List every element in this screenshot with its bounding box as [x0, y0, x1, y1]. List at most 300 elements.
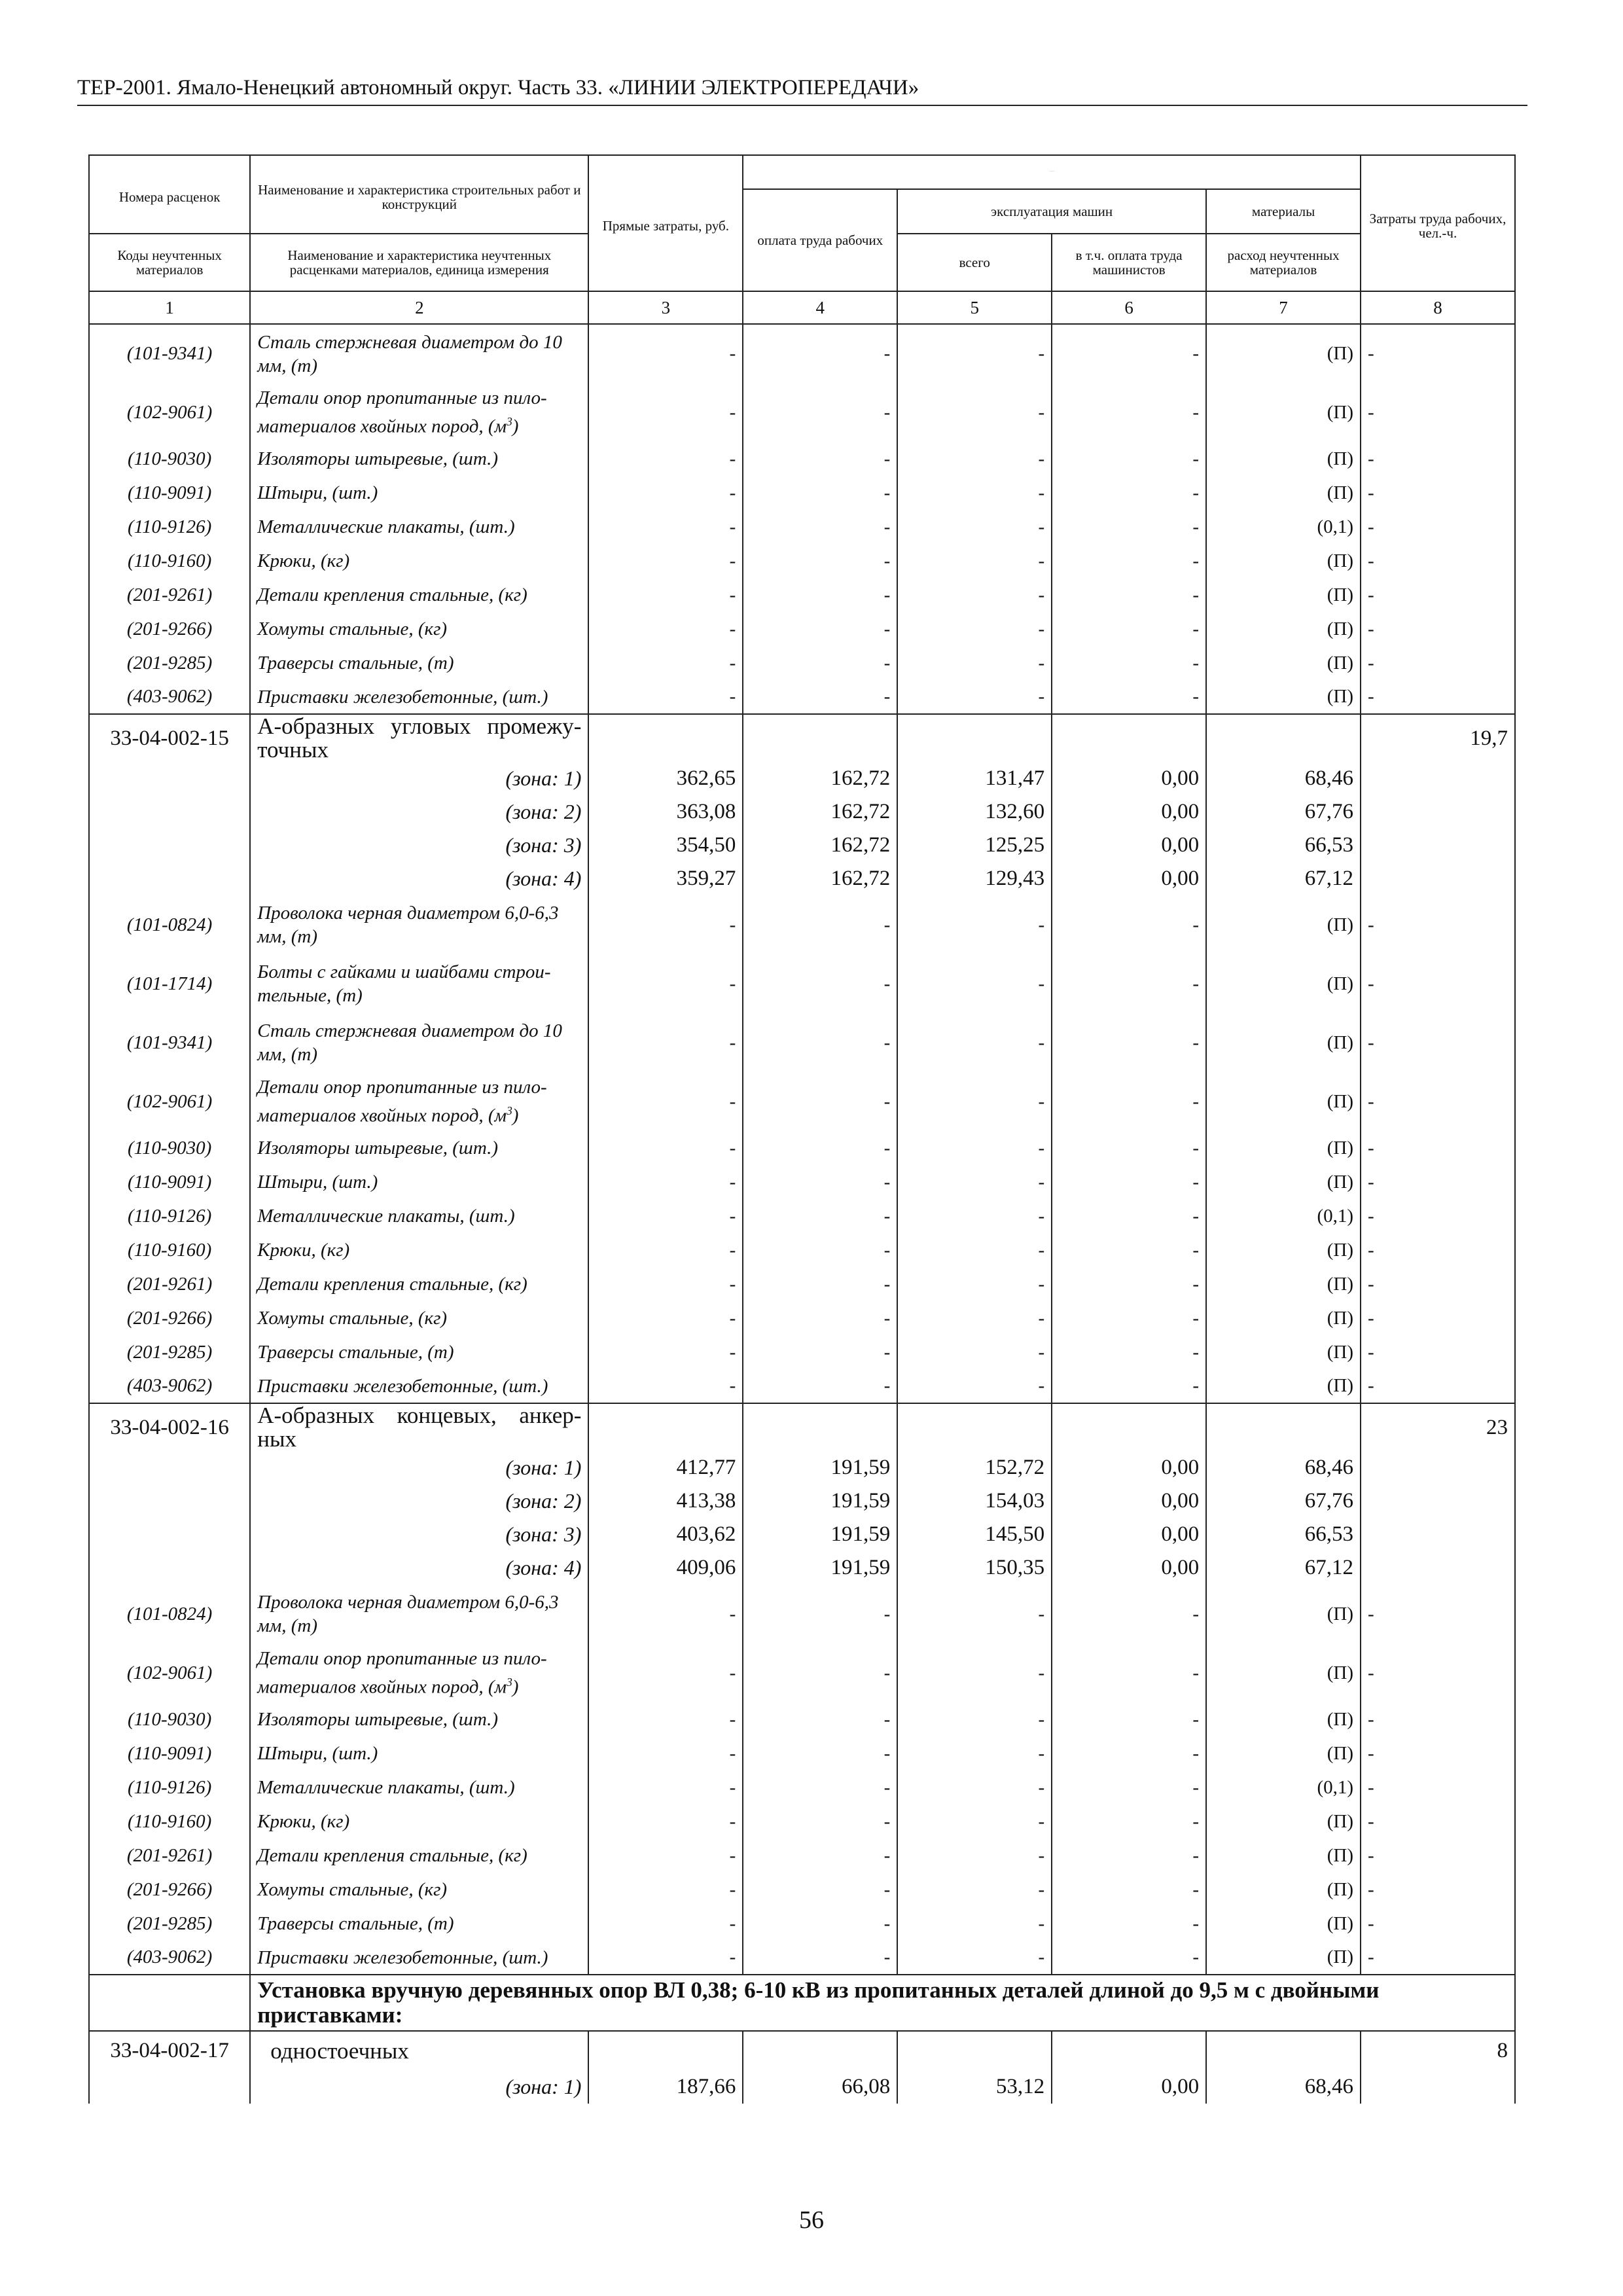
material-name: Детали опор пропитанные из пило-материалов хвойных пород, $(м^3)$ [250, 1072, 588, 1131]
cell-c5: - [897, 1736, 1052, 1770]
zone-label: (зона: 3) [250, 1518, 588, 1551]
cell-c7: (П) [1206, 1585, 1361, 1643]
material-name: Проволока черная диаметром 6,0-6,3 мм, (т) [250, 1585, 588, 1643]
empty-cell [897, 714, 1052, 762]
cell-c7: (П) [1206, 1873, 1361, 1907]
col8-header: Затраты труда рабочих, чел.-ч. [1361, 161, 1515, 291]
cell-c5: - [897, 383, 1052, 442]
cell-c6: - [1052, 1770, 1206, 1804]
cell-c7: 67,12 [1206, 1551, 1361, 1585]
material-code: (201-9266) [89, 1301, 250, 1335]
cell-c3: - [588, 1804, 743, 1839]
cell-c8: - [1361, 324, 1515, 383]
cell-c3: - [588, 1131, 743, 1165]
cell-c4: - [743, 383, 897, 442]
zone-row [89, 1551, 1515, 1585]
material-code: (102-9061) [89, 383, 250, 442]
cell-c5: - [897, 1907, 1052, 1941]
cell-c7: (П) [1206, 895, 1361, 954]
empty-cell [1361, 862, 1515, 895]
cell-c6: 0,00 [1052, 1451, 1206, 1484]
cell-c7: (П) [1206, 1267, 1361, 1301]
material-row [89, 544, 1515, 578]
cell-c4: - [743, 476, 897, 510]
zone-row [89, 2070, 1515, 2104]
cell-c6: - [1052, 1736, 1206, 1770]
material-name: Металлические плакаты, (шт.) [250, 510, 588, 544]
cell-c4: - [743, 1907, 897, 1941]
cell-c8: - [1361, 578, 1515, 612]
material-code: (110-9091) [89, 1165, 250, 1199]
cell-c6: - [1052, 578, 1206, 612]
including-header: В том числе, руб. [743, 155, 1361, 189]
material-row [89, 680, 1515, 714]
cell-c3: - [588, 1233, 743, 1267]
cell-c3: - [588, 1301, 743, 1335]
cell-c3: - [588, 1770, 743, 1804]
cell-c3: - [588, 1702, 743, 1736]
zone-label: (зона: 4) [250, 1551, 588, 1585]
cell-c7: (П) [1206, 1233, 1361, 1267]
cell-c4: - [743, 1369, 897, 1403]
cell-c4: - [743, 510, 897, 544]
cell-c8: - [1361, 1736, 1515, 1770]
material-row [89, 1702, 1515, 1736]
cell-c7: (П) [1206, 646, 1361, 680]
cell-c6: - [1052, 1072, 1206, 1131]
cell-c3: - [588, 324, 743, 383]
material-row [89, 383, 1515, 442]
cell-c8: - [1361, 1702, 1515, 1736]
material-name: Детали опор пропитанные из пило-материалов хвойных пород, $(м^3)$ [250, 383, 588, 442]
cell-c3: 362,65 [588, 762, 743, 795]
col-number: 4 [743, 291, 897, 324]
cell-c4: 191,59 [743, 1484, 897, 1518]
section-title: Установка вручную деревянных опор ВЛ 0,38; 6-10 кВ из пропитанных деталей длиной до 9,5 м с двойными приставками: [250, 1975, 1515, 2031]
material-code: (201-9261) [89, 578, 250, 612]
cell-c5: - [897, 1335, 1052, 1369]
cell-c6: - [1052, 680, 1206, 714]
rate-title-row [89, 1403, 1515, 1451]
cell-c5: - [897, 1941, 1052, 1975]
cell-c4: - [743, 1702, 897, 1736]
cell-c6: - [1052, 1199, 1206, 1233]
cell-c4: - [743, 1267, 897, 1301]
zone-row [89, 829, 1515, 862]
empty-cell [1361, 2070, 1515, 2104]
cell-c5: 145,50 [897, 1518, 1052, 1551]
cell-c4: - [743, 1643, 897, 1702]
cell-c5: - [897, 954, 1052, 1013]
cell-c3: 359,27 [588, 862, 743, 895]
zone-row [89, 1451, 1515, 1484]
cell-c5: - [897, 1839, 1052, 1873]
cell-c7: (П) [1206, 1702, 1361, 1736]
material-row [89, 1585, 1515, 1643]
cell-c8: - [1361, 442, 1515, 476]
empty-cell [1361, 762, 1515, 795]
zone-label: (зона: 1) [250, 762, 588, 795]
cell-c7: 68,46 [1206, 2070, 1361, 2104]
cell-c4: - [743, 1873, 897, 1907]
cell-c4: - [743, 578, 897, 612]
material-name: Болты с гайками и шайбами строи-тельные, (т) [250, 954, 588, 1013]
cell-c3: - [588, 1839, 743, 1873]
col4-header: оплата труда рабочих [743, 189, 897, 291]
col5-header: всего [897, 234, 1052, 291]
cell-c6: - [1052, 1369, 1206, 1403]
cell-c5: - [897, 1770, 1052, 1804]
empty-cell [1361, 829, 1515, 862]
cell-c5: 125,25 [897, 829, 1052, 862]
cell-c3: - [588, 1013, 743, 1072]
material-name: Детали опор пропитанные из пило-материалов хвойных пород, $(м^3)$ [250, 1643, 588, 1702]
cell-c4: - [743, 544, 897, 578]
empty-cell [588, 2031, 743, 2070]
material-name: Хомуты стальные, (кг) [250, 612, 588, 646]
empty-cell [89, 829, 250, 862]
col-number: 7 [1206, 291, 1361, 324]
cell-c7: (П) [1206, 383, 1361, 442]
rate-title-row [89, 2031, 1515, 2070]
col7-header: расход неучтенных материалов [1206, 234, 1361, 291]
material-row [89, 1839, 1515, 1873]
material-row [89, 1072, 1515, 1131]
cell-c8: - [1361, 1907, 1515, 1941]
cell-c6: - [1052, 544, 1206, 578]
cell-c5: - [897, 510, 1052, 544]
cell-c4: - [743, 1165, 897, 1199]
cell-c3: 409,06 [588, 1551, 743, 1585]
material-code: (101-9341) [89, 1013, 250, 1072]
material-row [89, 324, 1515, 383]
cell-c5: - [897, 578, 1052, 612]
cell-c7: (0,1) [1206, 1770, 1361, 1804]
cell-c8: - [1361, 510, 1515, 544]
cell-c3: 413,38 [588, 1484, 743, 1518]
cell-c3: - [588, 1643, 743, 1702]
material-code: (110-9126) [89, 1770, 250, 1804]
cell-c5: - [897, 1072, 1052, 1131]
cell-c7: (П) [1206, 578, 1361, 612]
cell-c8: - [1361, 1873, 1515, 1907]
cell-c7: (П) [1206, 1072, 1361, 1131]
cell-c8: - [1361, 383, 1515, 442]
rate-title: А-образных угловых промежу-точных [250, 714, 588, 762]
zone-row [89, 1484, 1515, 1518]
material-name: Штыри, (шт.) [250, 1165, 588, 1199]
cell-c7: (П) [1206, 1131, 1361, 1165]
rate-code: 33-04-002-16 [89, 1403, 250, 1451]
empty-cell [1206, 2031, 1361, 2070]
col-number: 6 [1052, 291, 1206, 324]
cell-c7: (П) [1206, 1839, 1361, 1873]
cell-c5: - [897, 1804, 1052, 1839]
cell-c7: (П) [1206, 612, 1361, 646]
cell-c6: - [1052, 1839, 1206, 1873]
cell-c4: - [743, 646, 897, 680]
empty-cell [743, 714, 897, 762]
cell-c7: 66,53 [1206, 829, 1361, 862]
material-code: (201-9266) [89, 1873, 250, 1907]
material-code: (403-9062) [89, 1941, 250, 1975]
cell-c8: - [1361, 1804, 1515, 1839]
rates-table [88, 154, 1516, 2104]
empty-cell [89, 1451, 250, 1484]
col-number: 8 [1361, 291, 1515, 324]
zone-label: (зона: 2) [250, 795, 588, 829]
cell-c4: 191,59 [743, 1551, 897, 1585]
material-row [89, 1267, 1515, 1301]
cell-c5: - [897, 324, 1052, 383]
cell-c6: - [1052, 1643, 1206, 1702]
cell-c4: - [743, 1941, 897, 1975]
cell-c4: 162,72 [743, 795, 897, 829]
cell-c7: (П) [1206, 476, 1361, 510]
cell-c5: - [897, 1301, 1052, 1335]
labor-cost: 8 [1361, 2031, 1515, 2070]
zone-label: (зона: 3) [250, 829, 588, 862]
cell-c5: - [897, 1199, 1052, 1233]
cell-c6: - [1052, 895, 1206, 954]
cell-c5: - [897, 1702, 1052, 1736]
material-code: (403-9062) [89, 680, 250, 714]
material-name: Детали крепления стальные, (кг) [250, 1839, 588, 1873]
material-name: Сталь стержневая диаметром до 10 мм, (т) [250, 1013, 588, 1072]
zone-row [89, 762, 1515, 795]
empty-cell [1206, 714, 1361, 762]
cell-c3: - [588, 442, 743, 476]
cell-c5: 154,03 [897, 1484, 1052, 1518]
cell-c6: 0,00 [1052, 762, 1206, 795]
cell-c5: 129,43 [897, 862, 1052, 895]
cell-c3: 354,50 [588, 829, 743, 862]
cell-c8: - [1361, 544, 1515, 578]
cell-c7: 68,46 [1206, 762, 1361, 795]
material-code: (110-9030) [89, 1702, 250, 1736]
cell-c6: - [1052, 1013, 1206, 1072]
cell-c8: - [1361, 1941, 1515, 1975]
machines-header: эксплуатация машин [897, 189, 1206, 234]
cell-c6: - [1052, 1301, 1206, 1335]
cell-c5: - [897, 476, 1052, 510]
labor-cost: 23 [1361, 1403, 1515, 1451]
empty-cell [89, 762, 250, 795]
cell-c6: 0,00 [1052, 795, 1206, 829]
cell-c5: - [897, 1369, 1052, 1403]
cell-c4: - [743, 1199, 897, 1233]
cell-c6: - [1052, 954, 1206, 1013]
material-code: (101-1714) [89, 954, 250, 1013]
material-code: (101-0824) [89, 895, 250, 954]
material-name: Металлические плакаты, (шт.) [250, 1770, 588, 1804]
cell-c4: - [743, 324, 897, 383]
cell-c4: - [743, 442, 897, 476]
cell-c5: - [897, 612, 1052, 646]
cell-c3: - [588, 1335, 743, 1369]
cell-c3: - [588, 544, 743, 578]
cell-c3: - [588, 612, 743, 646]
cell-c4: - [743, 1736, 897, 1770]
material-name: Приставки железобетонные, (шт.) [250, 1369, 588, 1403]
cell-c6: - [1052, 1233, 1206, 1267]
cell-c8: - [1361, 1301, 1515, 1335]
material-code: (110-9126) [89, 1199, 250, 1233]
material-name: Изоляторы штыревые, (шт.) [250, 1702, 588, 1736]
cell-c3: - [588, 1907, 743, 1941]
material-code: (102-9061) [89, 1072, 250, 1131]
material-row [89, 1941, 1515, 1975]
cell-c3: - [588, 578, 743, 612]
zone-label: (зона: 2) [250, 1484, 588, 1518]
cell-c5: - [897, 1131, 1052, 1165]
empty-cell [588, 1403, 743, 1451]
section-row [89, 1975, 1515, 2031]
cell-c4: - [743, 1301, 897, 1335]
cell-c6: 0,00 [1052, 1518, 1206, 1551]
cell-c4: - [743, 1013, 897, 1072]
cell-c3: - [588, 1199, 743, 1233]
empty-cell [1052, 1403, 1206, 1451]
cell-c3: - [588, 383, 743, 442]
material-name: Приставки железобетонные, (шт.) [250, 680, 588, 714]
page-number: 56 [799, 2206, 824, 2234]
material-name: Сталь стержневая диаметром до 10 мм, (т) [250, 324, 588, 383]
material-row [89, 1770, 1515, 1804]
cell-c3: 187,66 [588, 2070, 743, 2104]
col-number: 5 [897, 291, 1052, 324]
material-name: Металлические плакаты, (шт.) [250, 1199, 588, 1233]
cell-c5: 132,60 [897, 795, 1052, 829]
cell-c7: (0,1) [1206, 1199, 1361, 1233]
cell-c8: - [1361, 680, 1515, 714]
empty-cell [89, 795, 250, 829]
cell-c6: - [1052, 646, 1206, 680]
material-code: (201-9285) [89, 1907, 250, 1941]
material-code: (110-9091) [89, 476, 250, 510]
material-code: (110-9160) [89, 1804, 250, 1839]
cell-c8: - [1361, 1335, 1515, 1369]
empty-cell [1361, 1484, 1515, 1518]
col1-bottom-header: Коды неучтенных материалов [89, 234, 250, 291]
material-name: Крюки, (кг) [250, 1804, 588, 1839]
cell-c4: 191,59 [743, 1518, 897, 1551]
zone-row [89, 795, 1515, 829]
cell-c7: (П) [1206, 1013, 1361, 1072]
cell-c7: (П) [1206, 954, 1361, 1013]
cell-c3: - [588, 954, 743, 1013]
cell-c8: - [1361, 1131, 1515, 1165]
empty-cell [897, 2031, 1052, 2070]
empty-cell [1052, 714, 1206, 762]
material-name: Проволока черная диаметром 6,0-6,3 мм, (т) [250, 895, 588, 954]
material-name: Траверсы стальные, (т) [250, 646, 588, 680]
cell-c8: - [1361, 895, 1515, 954]
cell-c5: 150,35 [897, 1551, 1052, 1585]
labor-cost: 19,7 [1361, 714, 1515, 762]
material-name: Изоляторы штыревые, (шт.) [250, 442, 588, 476]
cell-c8: - [1361, 612, 1515, 646]
cell-c7: (П) [1206, 1335, 1361, 1369]
cell-c6: 0,00 [1052, 829, 1206, 862]
material-code: (201-9285) [89, 646, 250, 680]
rate-code: 33-04-002-17 [89, 2031, 250, 2070]
cell-c6: - [1052, 510, 1206, 544]
empty-cell [1361, 795, 1515, 829]
cell-c3: 403,62 [588, 1518, 743, 1551]
cell-c8: - [1361, 646, 1515, 680]
zone-row [89, 862, 1515, 895]
cell-c7: (П) [1206, 442, 1361, 476]
cell-c7: 67,12 [1206, 862, 1361, 895]
cell-c4: 162,72 [743, 862, 897, 895]
rate-title-row [89, 714, 1515, 762]
cell-c8: - [1361, 1839, 1515, 1873]
cell-c3: - [588, 1585, 743, 1643]
cell-c5: - [897, 1165, 1052, 1199]
cell-c8: - [1361, 1013, 1515, 1072]
cell-c3: 412,77 [588, 1451, 743, 1484]
cell-c4: - [743, 954, 897, 1013]
cell-c8: - [1361, 1643, 1515, 1702]
cell-c4: - [743, 1233, 897, 1267]
material-name: Траверсы стальные, (т) [250, 1907, 588, 1941]
material-row [89, 1013, 1515, 1072]
cell-c7: (П) [1206, 324, 1361, 383]
empty-cell [588, 714, 743, 762]
cell-c5: - [897, 680, 1052, 714]
material-row [89, 442, 1515, 476]
cell-c8: - [1361, 1233, 1515, 1267]
material-row [89, 1907, 1515, 1941]
cell-c5: - [897, 895, 1052, 954]
material-name: Крюки, (кг) [250, 1233, 588, 1267]
cell-c3: - [588, 1072, 743, 1131]
cell-c3: - [588, 680, 743, 714]
material-code: (201-9285) [89, 1335, 250, 1369]
cell-c7: 68,46 [1206, 1451, 1361, 1484]
material-name: Хомуты стальные, (кг) [250, 1873, 588, 1907]
cell-c5: - [897, 1643, 1052, 1702]
empty-cell [743, 1403, 897, 1451]
material-name: Крюки, (кг) [250, 544, 588, 578]
cell-c8: - [1361, 1369, 1515, 1403]
cell-c4: - [743, 680, 897, 714]
col2-top-header: Наименование и характеристика строительных работ и конструкций [250, 161, 588, 234]
cell-c7: (П) [1206, 1165, 1361, 1199]
cell-c4: - [743, 1585, 897, 1643]
material-row [89, 1233, 1515, 1267]
zone-label: (зона: 1) [250, 1451, 588, 1484]
cell-c5: - [897, 1873, 1052, 1907]
material-code: (102-9061) [89, 1643, 250, 1702]
cell-c6: - [1052, 324, 1206, 383]
cell-c8: - [1361, 1072, 1515, 1131]
empty-cell [89, 2070, 250, 2104]
material-name: Штыри, (шт.) [250, 1736, 588, 1770]
material-row [89, 1873, 1515, 1907]
cell-c4: - [743, 1335, 897, 1369]
rate-code: 33-04-002-15 [89, 714, 250, 762]
cell-c3: - [588, 1165, 743, 1199]
cell-c3: - [588, 1369, 743, 1403]
material-row [89, 1301, 1515, 1335]
table-body [89, 324, 1515, 2104]
material-row [89, 1335, 1515, 1369]
cell-c5: 152,72 [897, 1451, 1052, 1484]
empty-cell [1361, 1451, 1515, 1484]
cell-c4: - [743, 1839, 897, 1873]
